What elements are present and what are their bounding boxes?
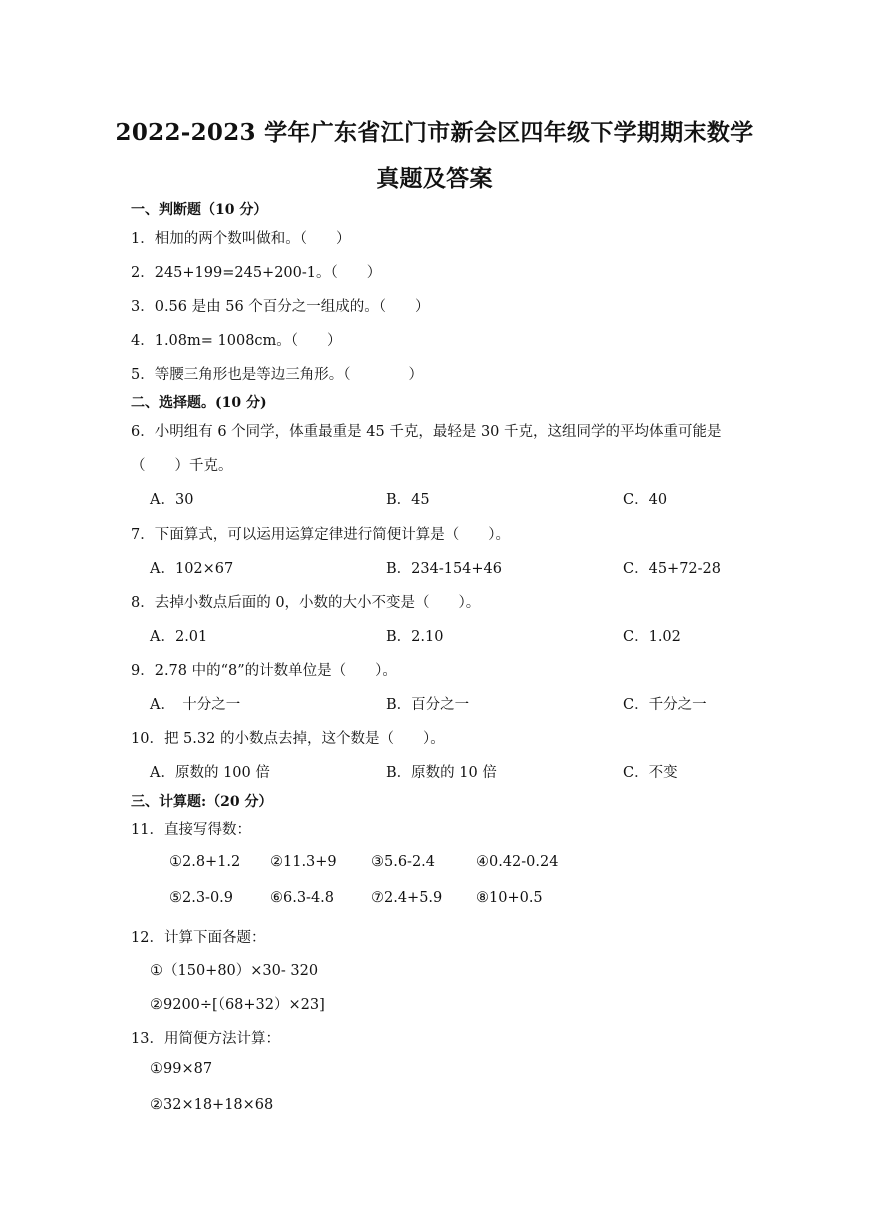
q10-option-c: C．不变 — [623, 765, 678, 781]
section-heading-judge: 一、判断题（10 分） — [131, 202, 268, 218]
q8-option-c: C．1.02 — [623, 629, 681, 645]
question-3: 3．0.56 是由 56 个百分之一组成的。（ ） — [131, 299, 430, 315]
q13-item-1: ①99×87 — [150, 1061, 213, 1077]
q13-item-2: ②32×18+18×68 — [150, 1097, 274, 1113]
question-1: 1．相加的两个数叫做和。（ ） — [131, 231, 351, 247]
q7-option-a: A．102×67 — [150, 561, 234, 577]
q11-item-7: ⑦2.4+5.9 — [371, 890, 443, 906]
q11-item-8: ⑧10+0.5 — [476, 890, 543, 906]
question-6-line1: 6．小明组有 6 个同学，体重最重是 45 千克，最轻是 30 千克，这组同学的平均体重可能是 — [131, 424, 722, 440]
q12-item-1: ①（150+80）×30- 320 — [150, 963, 319, 979]
q11-item-4: ④0.42-0.24 — [476, 854, 559, 870]
question-4: 4．1.08m= 1008cm。（ ） — [131, 333, 342, 349]
question-12: 12．计算下面各题： — [131, 930, 266, 946]
q9-option-c: C．千分之一 — [623, 697, 707, 713]
page-title-line2: 真题及答案 — [376, 165, 493, 192]
q6-option-a: A．30 — [150, 492, 194, 508]
page-title: 2022-2023 学年广东省江门市新会区四年级下学期期末数学 — [115, 119, 754, 146]
q11-item-1: ①2.8+1.2 — [169, 854, 241, 870]
question-8: 8．去掉小数点后面的 0，小数的大小不变是（ ）。 — [131, 595, 481, 611]
question-9: 9．2.78 中的“8”的计数单位是（ ）。 — [131, 663, 397, 679]
q11-item-5: ⑤2.3-0.9 — [169, 890, 234, 906]
question-6-line2: （ ）千克。 — [131, 458, 233, 474]
q6-option-b: B．45 — [386, 492, 430, 508]
question-7: 7．下面算式，可以运用运算定律进行简便计算是（ ）。 — [131, 527, 510, 543]
q12-item-2: ②9200÷[（68+32）×23] — [150, 997, 325, 1013]
section-heading-calc: 三、计算题:（20 分） — [131, 794, 273, 810]
section-heading-choice: 二、选择题。(10 分) — [131, 395, 267, 411]
question-5: 5．等腰三角形也是等边三角形。（ ） — [131, 367, 423, 383]
question-13: 13．用简便方法计算： — [131, 1031, 280, 1047]
q11-item-6: ⑥6.3-4.8 — [270, 890, 335, 906]
q9-option-a: A． 十分之一 — [150, 697, 241, 713]
q8-option-a: A．2.01 — [150, 629, 208, 645]
q10-option-b: B．原数的 10 倍 — [386, 765, 497, 781]
question-11: 11．直接写得数： — [131, 822, 251, 838]
q9-option-b: B．百分之一 — [386, 697, 470, 713]
q6-option-c: C．40 — [623, 492, 668, 508]
q11-item-3: ③5.6-2.4 — [371, 854, 436, 870]
q7-option-b: B．234-154+46 — [386, 561, 503, 577]
q11-item-2: ②11.3+9 — [270, 854, 337, 870]
question-10: 10．把 5.32 的小数点去掉，这个数是（ ）。 — [131, 731, 445, 747]
q8-option-b: B．2.10 — [386, 629, 444, 645]
q7-option-c: C．45+72-28 — [623, 561, 721, 577]
question-2: 2．245+199=245+200-1。（ ） — [131, 265, 382, 281]
q10-option-a: A．原数的 100 倍 — [150, 765, 270, 781]
